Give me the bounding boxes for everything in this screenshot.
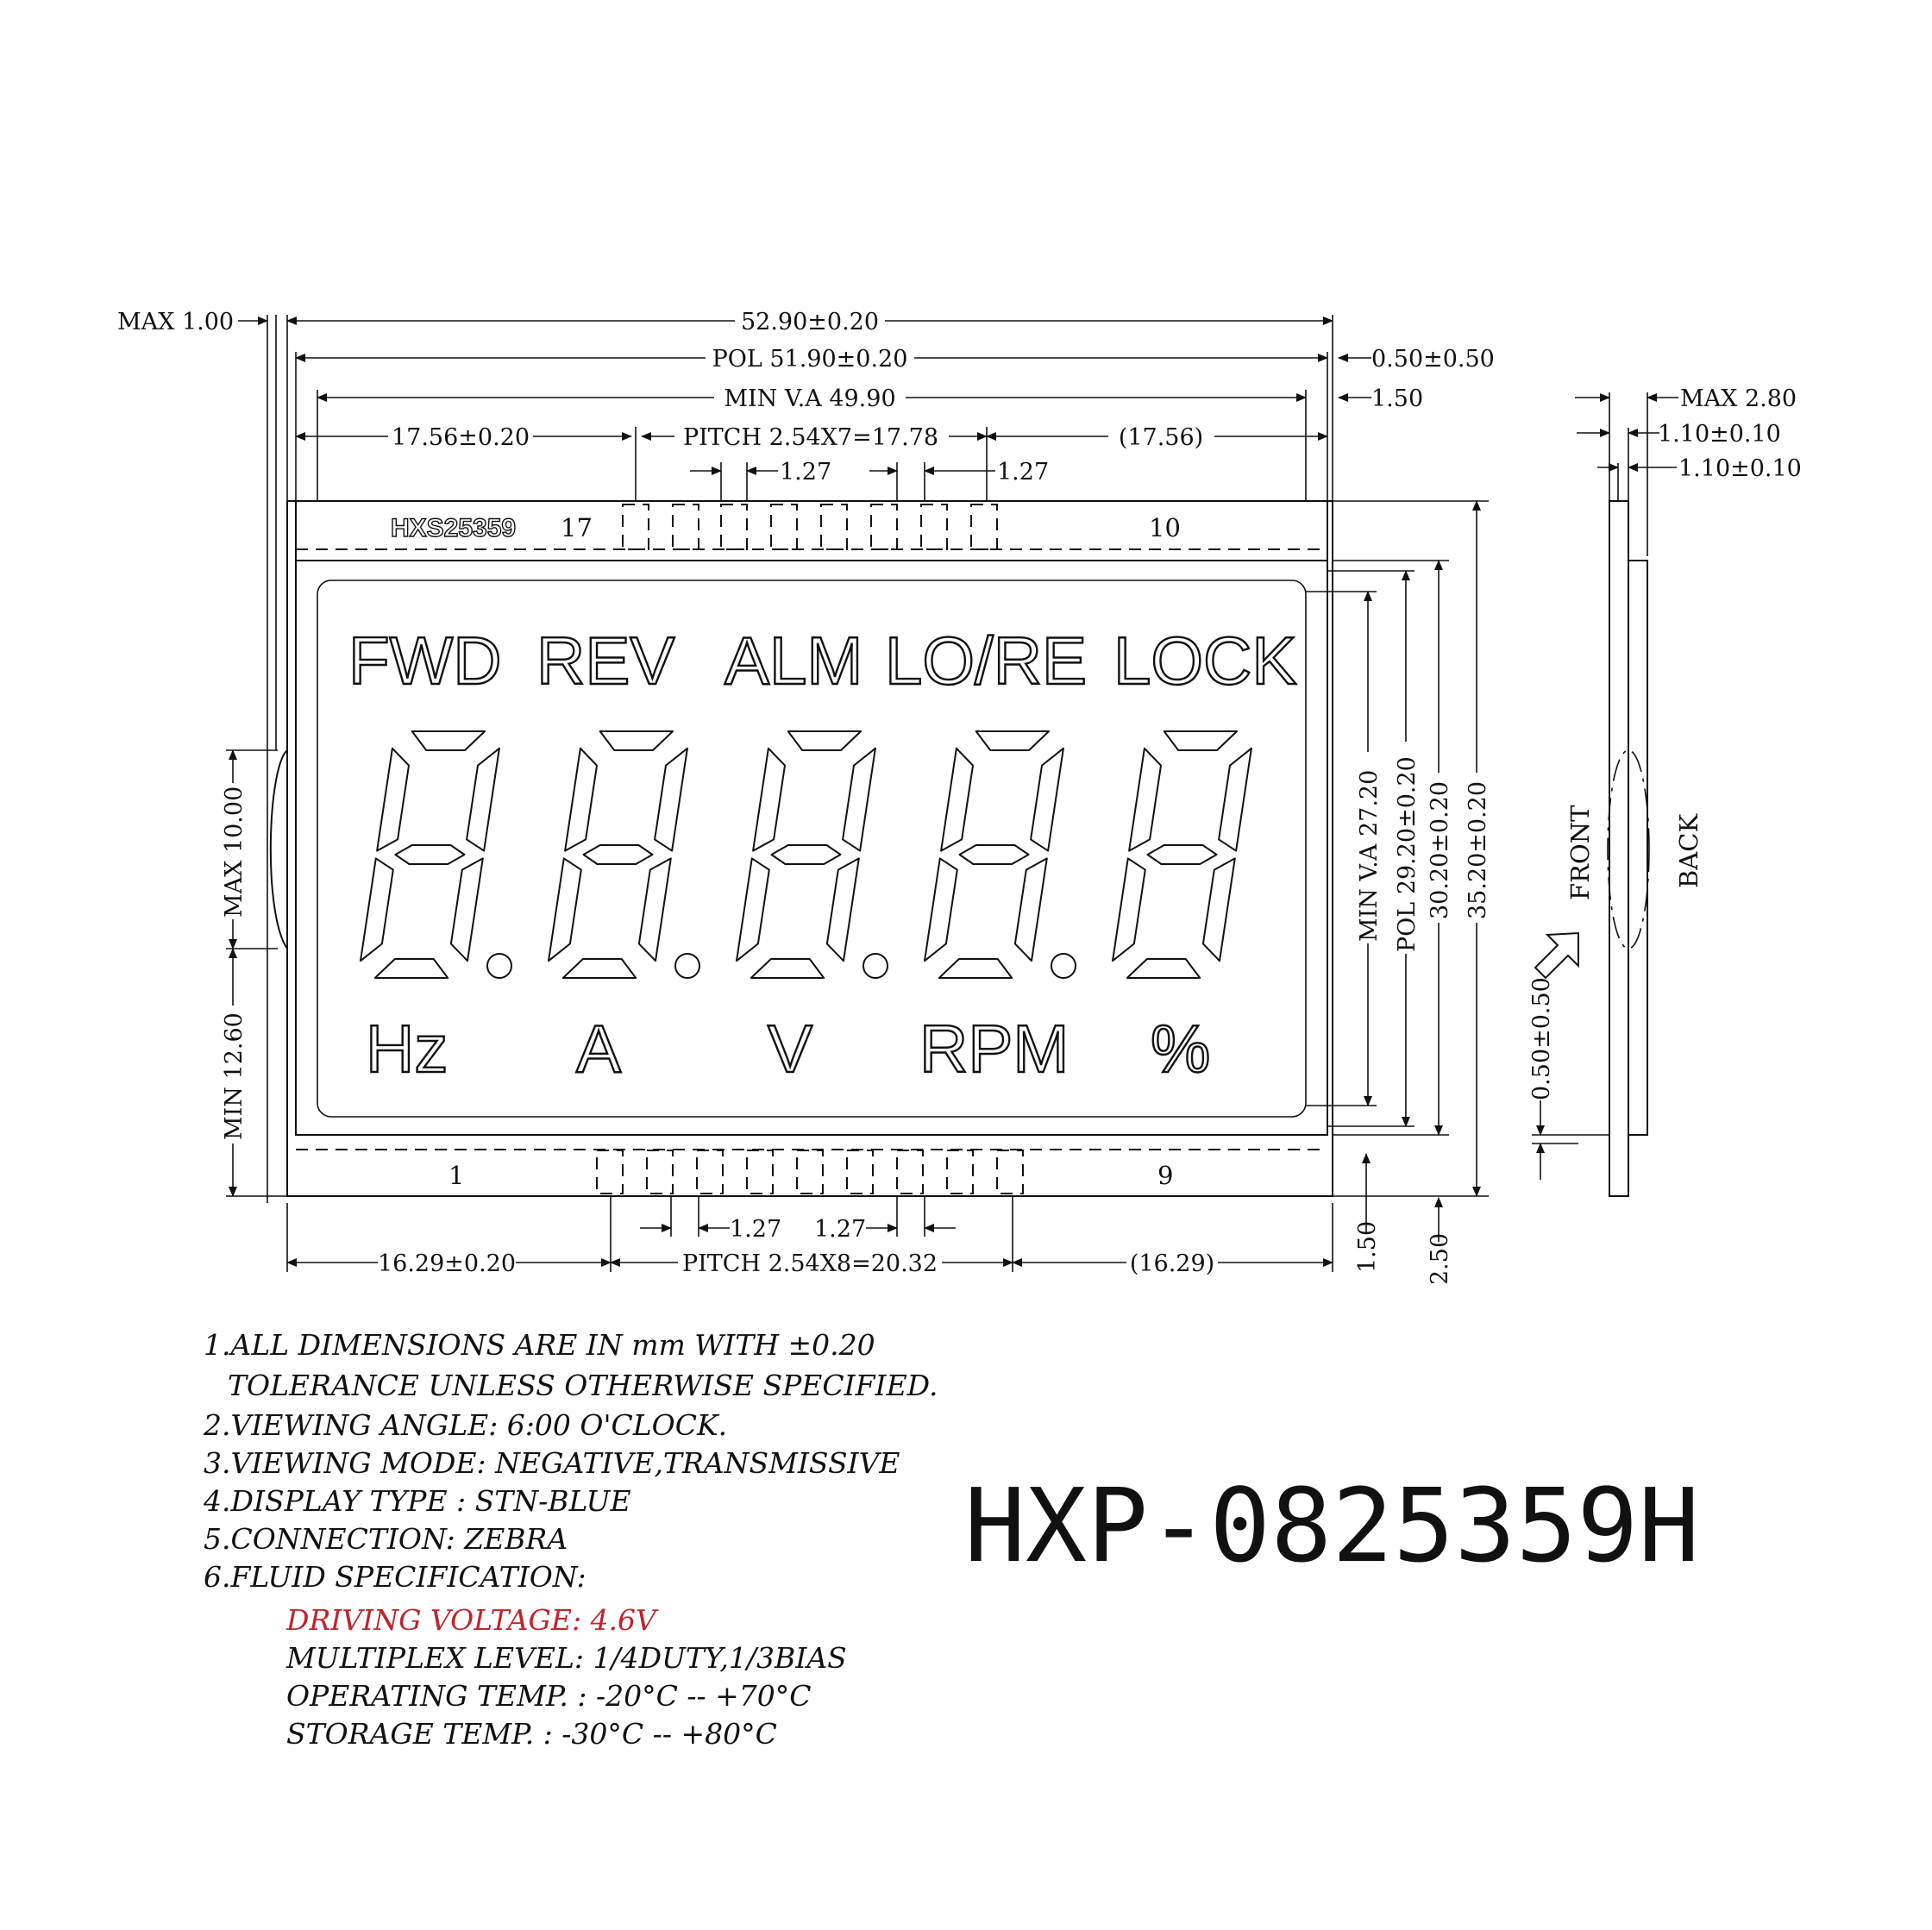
dim-right-gap-outer: 0.50±0.50 <box>1371 346 1495 373</box>
dim-glass-height-outer: 35.20±0.20 <box>1465 780 1491 919</box>
annunciator-rpm: RPM <box>919 1011 1070 1087</box>
dim-bottom-pin-width-a: 1.27 <box>730 1216 782 1243</box>
dim-bottom-pitch: PITCH 2.54X8=20.32 <box>681 1250 938 1277</box>
top-pin <box>971 504 997 549</box>
back-label: BACK <box>1674 813 1703 888</box>
front-label: FRONT <box>1565 805 1595 900</box>
segment-g <box>772 845 841 864</box>
segment-d <box>751 959 824 978</box>
segment-a <box>976 731 1049 750</box>
dim-bottom-gap-b: 2.50 <box>1427 1232 1453 1285</box>
dim-top-left-offset: 17.56±0.20 <box>391 424 530 451</box>
segment-a <box>600 731 673 750</box>
top-pin <box>921 504 947 549</box>
note-5: 5.CONNECTION: ZEBRA <box>204 1522 568 1556</box>
note-1-cont: TOLERANCE UNLESS OTHERWISE SPECIFIED. <box>228 1369 938 1402</box>
segment-g <box>584 845 653 864</box>
seven-segment-digits <box>361 731 1251 978</box>
dim-side-glass-a: 1.10±0.10 <box>1658 421 1781 448</box>
top-pin <box>871 504 897 549</box>
dim-top-pin-width-a: 1.27 <box>780 459 832 486</box>
bottom-pin <box>847 1150 873 1194</box>
dim-min-12-60: MIN 12.60 <box>221 1012 248 1140</box>
part-tag: HXS25359 <box>391 514 517 542</box>
segment-c <box>1203 858 1235 961</box>
annunciator-hz: Hz <box>366 1011 448 1087</box>
segment-e <box>549 858 581 961</box>
bottom-pin <box>997 1150 1023 1194</box>
bottom-pin <box>947 1150 973 1194</box>
segment-b <box>655 749 687 851</box>
dim-max-1-00: MAX 1.00 <box>117 309 235 335</box>
model-number: HXP-0825359H <box>964 1466 1700 1585</box>
decimal-point <box>863 954 888 978</box>
dim-glass-height-inner: 30.20±0.20 <box>1427 780 1453 919</box>
segment-g <box>395 845 464 864</box>
note-6: 6.FLUID SPECIFICATION: <box>204 1560 586 1594</box>
segment-a <box>412 731 485 750</box>
bottom-pin-row <box>597 1150 1023 1194</box>
front-view-outline <box>271 501 1333 1196</box>
dim-right-gap-inner: 1.50 <box>1371 385 1424 412</box>
digit-5 <box>1113 731 1251 978</box>
left-dimensions <box>221 750 286 1196</box>
segment-d <box>563 959 636 978</box>
annunciator-lock: LOCK <box>1113 623 1297 699</box>
dim-bottom-right-offset: (16.29) <box>1129 1250 1215 1277</box>
segment-c <box>827 858 859 961</box>
storage-temp: STORAGE TEMP. : -30°C -- +80°C <box>286 1717 777 1751</box>
decimal-point <box>487 954 511 978</box>
segment-c <box>451 858 483 961</box>
dim-overall-width: 52.90±0.20 <box>740 309 880 335</box>
operating-temp: OPERATING TEMP. : -20°C -- +70°C <box>286 1679 812 1713</box>
bottom-pin <box>697 1150 723 1194</box>
note-3: 3.VIEWING MODE: NEGATIVE,TRANSMISSIVE <box>204 1446 900 1480</box>
segment-b <box>467 749 499 851</box>
bottom-pin <box>597 1150 623 1194</box>
top-pin <box>721 504 747 549</box>
dim-max-10-00: MAX 10.00 <box>221 786 248 918</box>
note-4: 4.DISPLAY TYPE : STN-BLUE <box>204 1484 631 1518</box>
bottom-pin <box>897 1150 923 1194</box>
dim-side-offset: 0.50±0.50 <box>1528 977 1555 1100</box>
segment-g <box>960 845 1029 864</box>
dim-side-max-thickness: MAX 2.80 <box>1680 385 1797 412</box>
segment-b <box>843 749 875 851</box>
multiplex-level: MULTIPLEX LEVEL: 1/4DUTY,1/3BIAS <box>286 1641 847 1675</box>
annunciator-percent: % <box>1151 1011 1211 1087</box>
top-pin <box>673 504 699 549</box>
annunciator-rev: REV <box>536 623 675 699</box>
dim-pol-height: POL 29.20±0.20 <box>1394 756 1421 952</box>
bottom-pin <box>647 1150 673 1194</box>
bottom-pin <box>747 1150 773 1194</box>
segment-f <box>565 749 597 851</box>
top-pin <box>821 504 847 549</box>
segment-a <box>788 731 861 750</box>
dim-side-glass-b: 1.10±0.10 <box>1678 455 1802 482</box>
dim-bottom-pin-width-b: 1.27 <box>814 1216 867 1243</box>
segment-d <box>375 959 448 978</box>
dim-va-width: MIN V.A 49.90 <box>724 385 896 412</box>
decimal-point <box>1051 954 1076 978</box>
bottom-pin <box>797 1150 823 1194</box>
segment-f <box>1129 749 1161 851</box>
digit-3 <box>737 731 888 978</box>
note-2: 2.VIEWING ANGLE: 6:00 O'CLOCK. <box>204 1408 728 1442</box>
dim-va-height: MIN V.A 27.20 <box>1356 769 1383 942</box>
dim-bottom-left-offset: 16.29±0.20 <box>377 1250 517 1277</box>
digit-2 <box>549 731 699 978</box>
notes-block <box>203 1328 938 1751</box>
segment-f <box>377 749 409 851</box>
driving-voltage: DRIVING VOLTAGE: 4.6V <box>286 1603 656 1637</box>
segment-c <box>1015 858 1047 961</box>
digit-4 <box>925 731 1076 978</box>
segment-f <box>941 749 973 851</box>
front-direction-arrow <box>1535 933 1578 978</box>
side-view <box>1528 385 1802 1196</box>
right-dimensions <box>1306 501 1491 1196</box>
segment-c <box>639 858 671 961</box>
pin-label-17: 17 <box>561 513 593 542</box>
segment-b <box>1219 749 1251 851</box>
top-pin <box>771 504 797 549</box>
annunciator-a: A <box>576 1011 622 1087</box>
segment-e <box>361 858 393 961</box>
dim-top-pitch: PITCH 2.54X7=17.78 <box>682 424 939 451</box>
annunciator-lo-re: LO/RE <box>885 623 1088 699</box>
segment-f <box>753 749 785 851</box>
segment-e <box>737 858 769 961</box>
annunciator-v: V <box>768 1011 813 1087</box>
annunciators-top <box>348 623 1296 699</box>
top-pin <box>623 504 649 549</box>
digit-1 <box>361 731 511 978</box>
segment-d <box>1127 959 1200 978</box>
dim-bottom-gap-a: 1.50 <box>1354 1220 1381 1273</box>
top-pin-row <box>623 504 997 549</box>
dim-top-right-offset: (17.56) <box>1118 424 1204 451</box>
segment-e <box>925 858 957 961</box>
segment-b <box>1031 749 1063 851</box>
annunciators-bottom <box>366 1011 1210 1087</box>
pin-label-9: 9 <box>1157 1161 1174 1190</box>
pin-label-10: 10 <box>1149 513 1181 542</box>
note-1: 1.ALL DIMENSIONS ARE IN mm WITH ±0.20 <box>204 1328 875 1362</box>
annunciator-fwd: FWD <box>348 623 502 699</box>
annunciator-alm: ALM <box>724 623 863 699</box>
segment-g <box>1148 845 1217 864</box>
dim-pol-width: POL 51.90±0.20 <box>712 346 908 373</box>
dim-top-pin-width-b: 1.27 <box>997 459 1050 486</box>
segment-a <box>1164 731 1237 750</box>
decimal-point <box>675 954 699 978</box>
pin-label-1: 1 <box>448 1161 465 1190</box>
segment-d <box>939 959 1012 978</box>
segment-e <box>1113 858 1145 961</box>
